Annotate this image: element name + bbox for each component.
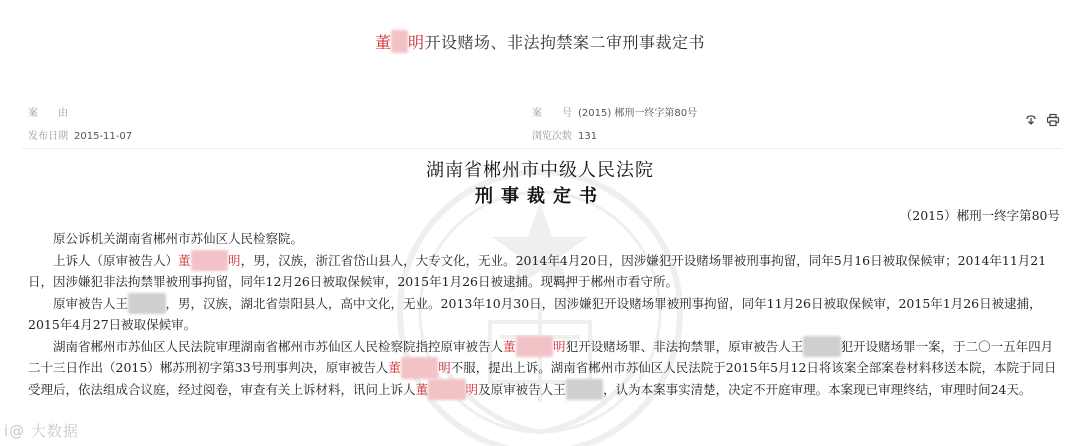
text-segment: ，男，汉族，湖北省崇阳县人，高中文化，无业。2013年10月30日，因涉嫌犯开设赌场罪被刑事拘留，同年11月26日被取保候审，2015年1月26日被逮捕，2015年4月27日被取保候审。: [28, 295, 1042, 332]
text-segment: ，男，汉族，浙江省岱山县人，大专文化，无业。2014年4月20日，因涉嫌犯开设赌场罪被刑事拘留，同年5月16日被取保候审；2014年11月21日，因涉嫌犯非法拘禁罪被刑事拘留，同年12月26日被取保候审，2015年1月26日被逮捕。现羁押于郴州市看守所。: [28, 252, 1047, 289]
meta-cause: [28, 104, 74, 119]
paragraph-prosecutor: 原公诉机关湖南省郴州市苏仙区人民检察院。: [53, 231, 304, 246]
redacted-text: [128, 293, 166, 315]
paragraph-procedure: [28, 336, 1062, 401]
meta-views: [532, 127, 597, 142]
meta-case-label: 案 号: [532, 108, 572, 119]
watermark-logo: i@ 大数据: [4, 422, 79, 440]
document-type: 刑事裁定书: [475, 186, 605, 207]
toolbar: [1024, 112, 1060, 126]
text-segment: 犯开设赌场罪、非法拘禁罪，原审被告人王: [565, 338, 804, 354]
paragraph-appellant: [28, 250, 1062, 293]
meta-date: [28, 127, 132, 142]
person-name: 明: [438, 360, 451, 375]
person-name: 明: [553, 338, 566, 354]
title-name-redacted: [391, 30, 408, 53]
text-segment: 不服，提出上诉。湖南省郴州市苏仙区人民法院于2015年5月12日将该案全部案卷材料移送本院，本院于同日受理后，依法组成合议庭，经过阅卷，审查有关上诉材料，讯问上诉人: [28, 360, 1057, 397]
text-segment: 湖南省郴州市苏仙区人民法院审理湖南省郴州市苏仙区人民检察院指控原审被告人: [53, 338, 504, 354]
meta-case-value: (2015) 郴刑一终字第80号: [578, 108, 698, 119]
page-title: [0, 30, 1080, 53]
meta-date-value: 2015-11-07: [74, 131, 133, 142]
document-case-number: （2015）郴刑一终字第80号: [899, 208, 1060, 223]
meta-date-label: 发布日期: [28, 131, 68, 142]
person-name: 明: [228, 252, 241, 268]
redacted-text: [191, 250, 229, 272]
meta-case-number: [532, 104, 697, 119]
meta-views-label: 浏览次数: [532, 131, 572, 142]
redacted-text: [803, 336, 841, 358]
text-segment: 犯开设赌场罪一案，于二〇一五年四月二十三日作出（2015）郴苏刑初字第33号刑事判决，原审被告人: [28, 338, 1054, 375]
redacted-text: [428, 379, 466, 401]
court-name: 湖南省郴州市中级人民法院: [426, 160, 654, 181]
paragraph-defendant: [28, 293, 1062, 336]
text-segment: 原审被告人王: [53, 295, 129, 311]
title-name-last: 明: [408, 33, 425, 52]
person-name: 董: [503, 338, 516, 354]
person-name: 明: [465, 381, 479, 397]
title-name-first: 董: [374, 33, 392, 52]
redacted-text: [401, 357, 439, 379]
document-body: [28, 228, 1062, 400]
divider: [22, 148, 1062, 149]
text-segment: 上诉人（原审被告人）: [53, 252, 179, 268]
person-name: 董: [178, 252, 191, 268]
person-name: 董: [415, 381, 429, 397]
meta-views-value: 131: [578, 131, 598, 142]
title-rest: 开设赌场、非法拘禁案二审刑事裁定书: [424, 33, 706, 52]
meta-cause-label: 案 由: [28, 108, 68, 119]
redacted-text: [566, 379, 604, 401]
text-segment: 及原审被告人王: [478, 381, 566, 397]
redacted-text: [516, 336, 554, 358]
text-segment: ，认为本案事实清楚，决定不开庭审理。本案现已审理终结，审理时间24天。: [603, 381, 1032, 397]
document: [0, 150, 1080, 446]
print-icon[interactable]: [1046, 112, 1060, 126]
person-name: 董: [388, 360, 401, 375]
download-icon[interactable]: [1024, 112, 1038, 126]
